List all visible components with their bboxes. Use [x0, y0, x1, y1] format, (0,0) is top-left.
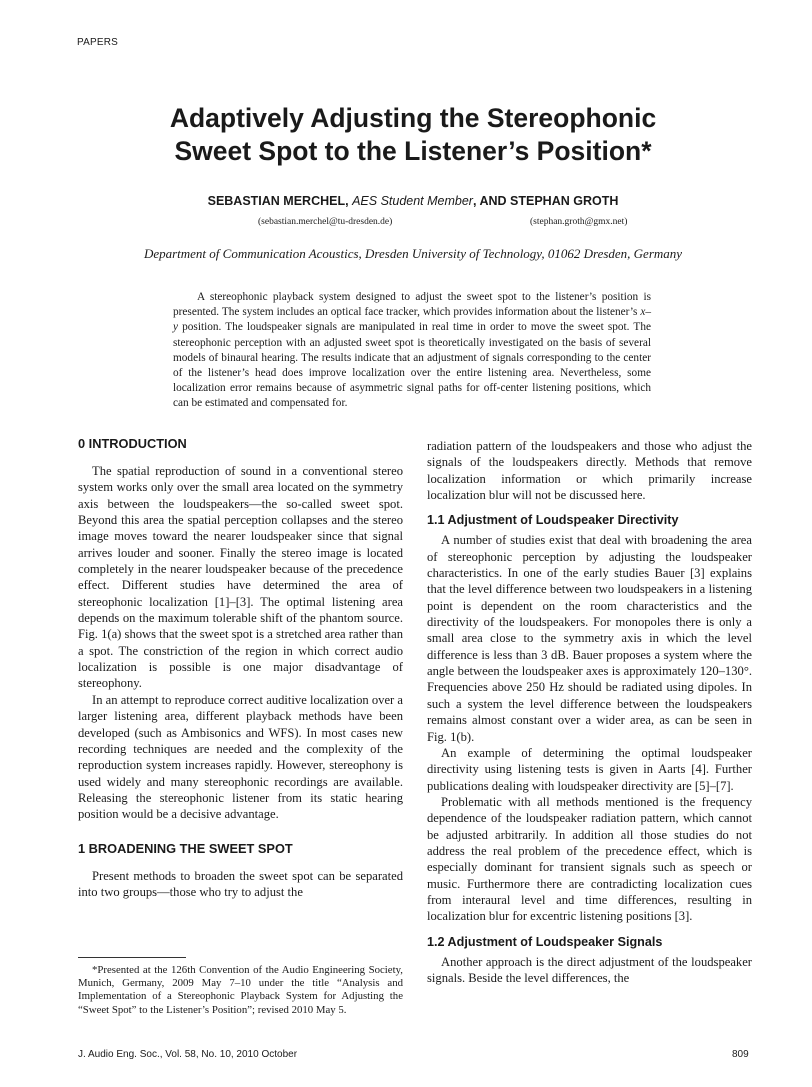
abstract-text-1: A stereophonic playback system designed to adjust the sweet spot to the listener’s position is presented. The system includes an optical face tracker, which provides information about the listener’s	[173, 291, 651, 319]
body-paragraph: The spatial reproduction of sound in a conventional stereo system works only over the small area located on the symmetry axis between the loudspeakers—the so-called sweet spot. Beyond this area the spatial perception collapses and the stereo image moves toward the nearer loudspeaker since that signal arrives louder and sooner. Finally the stereo image is located completely in the nearer loudspeaker because of the precedence effect. Different studies have determined the area of stereophonic localization [1]–[3]. The optimal listening area depends on the maximum tolerable shift of the phantom source. Fig. 1(a) shows that the sweet spot is a stretched area rather than a spot. The constriction of the region in which correct audio localization is possible is one major disadvantage of stereophony.	[78, 464, 403, 691]
body-paragraph: Problematic with all methods mentioned is the frequency dependence of the loudspeaker radiation pattern, which cannot be adjusted arbitrarily. In addition all those studies do not address the real problem of the precedence effect, which is especially dominant for transient signals such as speech or music. Furthermore there are contradicting localization cues from interaural level and time differences, resulting in localization blur for excentric listening positions [3].	[427, 794, 752, 924]
abstract-text-2: position. The loudspeaker signals are manipulated in real time in order to move the sweet spot. The stereophonic perception with an adjusted sweet spot is theoretically investigated on the basis of several models of binaural hearing. The results indicate that an adjustment of signals corresponding to the center of the listener’s head does improve localization over the entire listening area. Nevertheless, some localization error remains because of asymmetric signal paths for off-center listening positions, which can be estimated and compensated for.	[173, 321, 651, 410]
title-line-1: Adaptively Adjusting the Stereophonic	[169, 103, 657, 133]
subsection-heading-signals: 1.2 Adjustment of Loudspeaker Signals	[427, 934, 663, 949]
abstract-paragraph	[173, 290, 651, 412]
body-paragraph: Present methods to broaden the sweet spot can be separated into two groups—those who try to adjust the	[78, 868, 403, 899]
section-heading-introduction: 0 INTRODUCTION	[78, 436, 187, 451]
body-paragraph: Another approach is the direct adjustment of the loudspeaker signals. Beside the level differences, the	[427, 954, 752, 985]
section-label: PAPERS	[77, 37, 119, 48]
right-column	[427, 438, 752, 986]
body-paragraph: radiation pattern of the loudspeakers and those who adjust the signals of the loudspeakers directly. Methods that remove localization information or which primarily increase localization blur will not be discussed here.	[427, 439, 752, 503]
footnote-text: *Presented at the 126th Convention of the Audio Engineering Society, Munich, Germany, 2009 May 7–10 under the title “Analysis and Implementation of a Stereophonic Playback System for Adjusting the “Sweet Spot” to the Listener’s Position”; revised 2010 May 5.	[78, 964, 403, 1016]
author-2-email: (stephan.groth@gmx.net)	[530, 217, 628, 227]
paper-title	[0, 102, 812, 168]
page-number: 809	[732, 1049, 749, 1060]
author-1: SEBASTIAN MERCHEL	[207, 194, 346, 208]
affiliation: Department of Communication Acoustics, Dresden University of Technology, 01062 Dresden, Germany	[143, 246, 683, 261]
author-1-membership: AES Student Member	[352, 194, 473, 208]
author-line: SEBASTIAN MERCHEL, AES Student Member, AND STEPHAN GROTH	[207, 194, 619, 208]
author-1-email: (sebastian.merchel@tu-dresden.de)	[258, 217, 393, 227]
body-paragraph: An example of determining the optimal loudspeaker directivity using listening tests is given in Aarts [4]. Further publications dealing with loudspeaker directivity are [5]–[7].	[427, 745, 752, 793]
subsection-heading-directivity: 1.1 Adjustment of Loudspeaker Directivity	[427, 513, 679, 528]
journal-citation: J. Audio Eng. Soc., Vol. 58, No. 10, 2010 October	[78, 1049, 298, 1060]
body-paragraph: A number of studies exist that deal with broadening the area of stereophonic perception by adjusting the loudspeaker characteristics. In one of the early studies Bauer [3] explains that the level difference between two loudspeakers in a listening point is dependent on the room characteristics and the directivity of the loudspeakers. For monopoles there is only a small area close to the symmetry axis in which the level difference is less than 3 dB. Bauer proposes a system where the angle between the loudspeaker axes is approximately 120–130°. Frequencies above 250 Hz should be radiated using dipoles. In such a system the level difference between the loudspeakers remains almost constant over a wider area, as can be seen in Fig. 1(b).	[427, 533, 752, 744]
left-column	[78, 436, 403, 900]
title-line-2: Sweet Spot to the Listener’s Position*	[174, 136, 652, 166]
abstract-xy: x–y	[173, 306, 651, 334]
footnote-divider	[78, 957, 186, 958]
abstract	[173, 290, 651, 412]
footnote	[78, 964, 403, 1017]
body-paragraph: In an attempt to reproduce correct auditive localization over a larger listening area, different playback methods have been developed (such as Ambisonics and WFS). In most cases new recording techniques are needed and the complexity of the reproduction system increases rapidly. However, stereophony is used widely and many stereophonic recordings are available. Releasing the stereophonic listener from its static hearing position would be a decisive advantage.	[78, 692, 403, 822]
author-2: AND STEPHAN GROTH	[479, 194, 619, 208]
section-heading-broadening: 1 BROADENING THE SWEET SPOT	[78, 840, 293, 856]
